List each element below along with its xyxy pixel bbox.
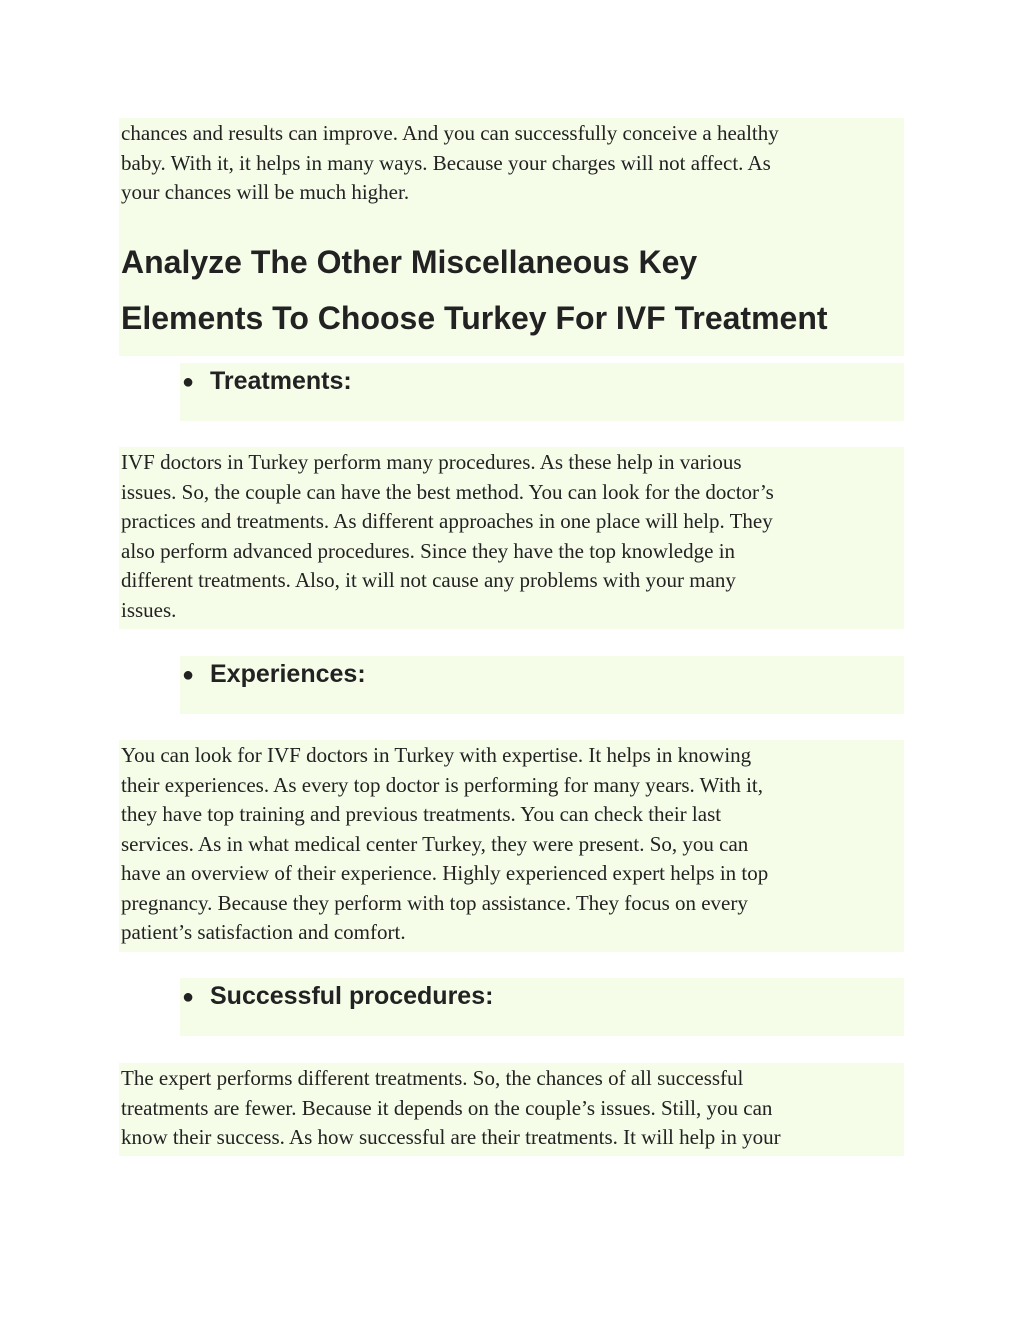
intro-paragraph: chances and results can improve. And you can successfully conceive a healthy baby. With it, it helps in many ways. Because your charges will not affect. As your chances will be much higher. [121, 121, 779, 204]
bullet-item-successful-procedures [180, 982, 493, 1011]
section-title: Treatments: [210, 367, 352, 395]
bullet-item-treatments [180, 367, 352, 396]
section-paragraph: The expert performs different treatments. So, the chances of all successful treatments are fewer. Because it depends on the couple’s issues. Still, you can know their success. As how successful are their treatments. It will help in your [121, 1066, 781, 1149]
section-paragraph-experiences [119, 740, 904, 952]
section-heading-experiences [180, 656, 904, 714]
bullet-item-experiences [180, 660, 366, 689]
section-title: Experiences: [210, 660, 366, 688]
bullet-dot-icon: ● [182, 370, 195, 393]
section-heading-successful-procedures [180, 978, 904, 1036]
section-paragraph: You can look for IVF doctors in Turkey with expertise. It helps in knowing their experiences. As every top doctor is performing for many years. With it, they have top training and previous treatments. You can check their last services. As in what medical center Turkey, they were present. So, you can have an overview of their experience. Highly experienced expert helps in top pregnancy. Because they perform with top assistance. They focus on every patient’s satisfaction and comfort. [121, 743, 769, 944]
section-paragraph: IVF doctors in Turkey perform many procedures. As these help in various issues. So, the couple can have the best method. You can look for the doctor’s practices and treatments. As different approaches in one place will help. They also perform advanced procedures. Since they have the top knowledge in different treatments. Also, it will not cause any problems with your many issues. [121, 450, 774, 622]
section-paragraph-treatments [119, 447, 904, 629]
bullet-dot-icon: ● [182, 985, 195, 1008]
intro-block [119, 118, 904, 356]
section-paragraph-successful-procedures [119, 1063, 904, 1156]
page-heading: Analyze The Other Miscellaneous Key Elements To Choose Turkey For IVF Treatment [121, 244, 828, 336]
section-title: Successful procedures: [210, 982, 494, 1010]
bullet-dot-icon: ● [182, 663, 195, 686]
section-heading-treatments [180, 363, 904, 421]
